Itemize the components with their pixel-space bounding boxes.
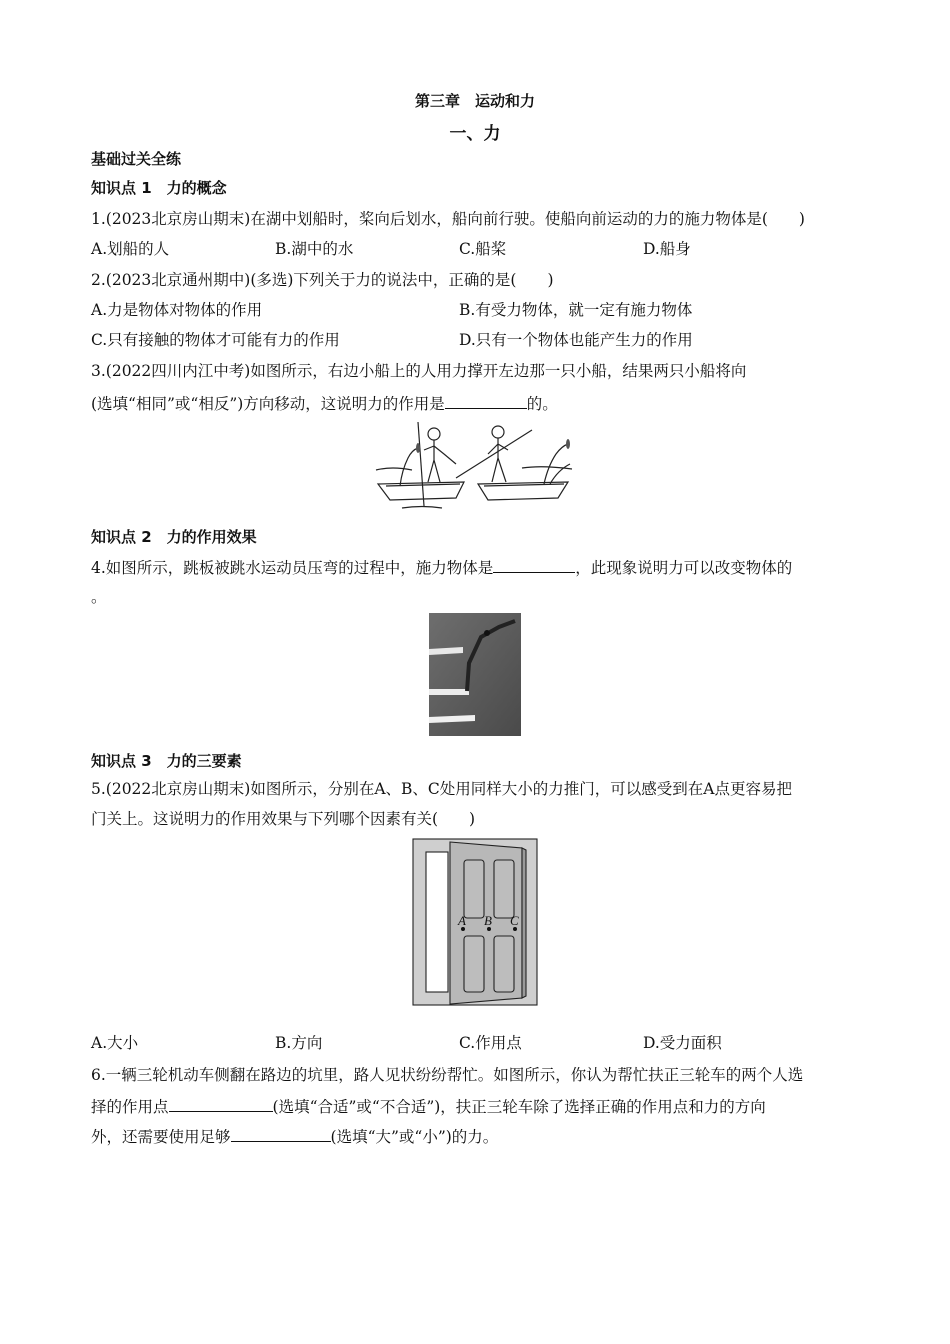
q5-option-a: A.大小 [91,1034,139,1052]
q4-answer-blank[interactable] [493,556,575,573]
question-4-line-2: 。 [91,588,107,606]
q5-option-b: B.方向 [275,1034,323,1052]
q6-text-b: (选填“合适”或“不合适”)，扶正三轮车除了选择正确的作用点和力的方向 [272,1098,766,1116]
q6-answer-blank-1[interactable] [169,1095,273,1112]
q3-answer-blank[interactable] [445,392,527,409]
q6-text-a: 择的作用点 [91,1098,169,1116]
door-figure [412,838,538,1006]
question-1-stem: 1.(2023北京房山期末)在湖中划船时，桨向后划水，船向前行驶。使船向前运动的力的施力物体是( ) [91,210,805,228]
door-point-b-label: B [484,913,492,928]
question-3-line-1: 3.(2022四川内江中考)如图所示，右边小船上的人用力撑开左边那一只小船，结果两只小船将向 [91,362,747,380]
question-6-line-1: 6.一辆三轮机动车侧翻在路边的坑里，路人见状纷纷帮忙。如图所示，你认为帮忙扶正三轮车的两个人选 [91,1066,804,1084]
q2-option-d: D.只有一个物体也能产生力的作用 [459,331,693,349]
q1-option-c: C.船桨 [459,240,507,258]
q1-option-a: A.划船的人 [91,240,170,258]
question-4-line-1 [91,556,861,579]
q2-option-c: C.只有接触的物体才可能有力的作用 [91,331,340,349]
question-5-line-2: 门关上。这说明力的作用效果与下列哪个因素有关( ) [91,810,476,828]
q2-option-a: A.力是物体对物体的作用 [91,301,263,319]
knowledge-point-1: 知识点 1 力的概念 [91,179,227,197]
door-point-c-label: C [510,913,519,928]
question-5-line-1: 5.(2022北京房山期末)如图所示，分别在A、B、C处用同样大小的力推门，可以感受到在A点更容易把 [91,780,792,798]
q5-option-d: D.受力面积 [643,1034,722,1052]
q6-text-c: 外，还需要使用足够 [91,1128,231,1146]
knowledge-point-3: 知识点 3 力的三要素 [91,752,242,770]
question-6-line-3 [91,1125,861,1148]
diving-photo [429,613,521,736]
q4-text-b: ，此现象说明力可以改变物体的 [575,559,793,577]
q1-option-d: D.船身 [643,240,691,258]
q6-answer-blank-2[interactable] [231,1125,331,1142]
knowledge-point-2: 知识点 2 力的作用效果 [91,528,257,546]
q2-option-b: B.有受力物体，就一定有施力物体 [459,301,693,319]
question-3-line-2 [91,392,861,415]
q4-text-a: 4.如图所示，跳板被跳水运动员压弯的过程中，施力物体是 [91,559,494,577]
q3-text-b: 的。 [526,395,558,413]
q5-option-c: C.作用点 [459,1034,522,1052]
boats-figure [372,420,578,512]
q1-option-b: B.湖中的水 [275,240,354,258]
practice-heading: 基础过关全练 [91,150,182,168]
q6-text-d: (选填“大”或“小”)的力。 [330,1128,499,1146]
q3-text-a: (选填“相同”或“相反”)方向移动，这说明力的作用是 [91,395,445,413]
chapter-title: 第三章 运动和力 [414,92,535,110]
door-point-a-label: A [458,913,466,928]
question-6-line-2 [91,1095,861,1118]
section-title: 一、力 [449,124,501,144]
question-2-stem: 2.(2023北京通州期中)(多选)下列关于力的说法中，正确的是( ) [91,271,554,289]
